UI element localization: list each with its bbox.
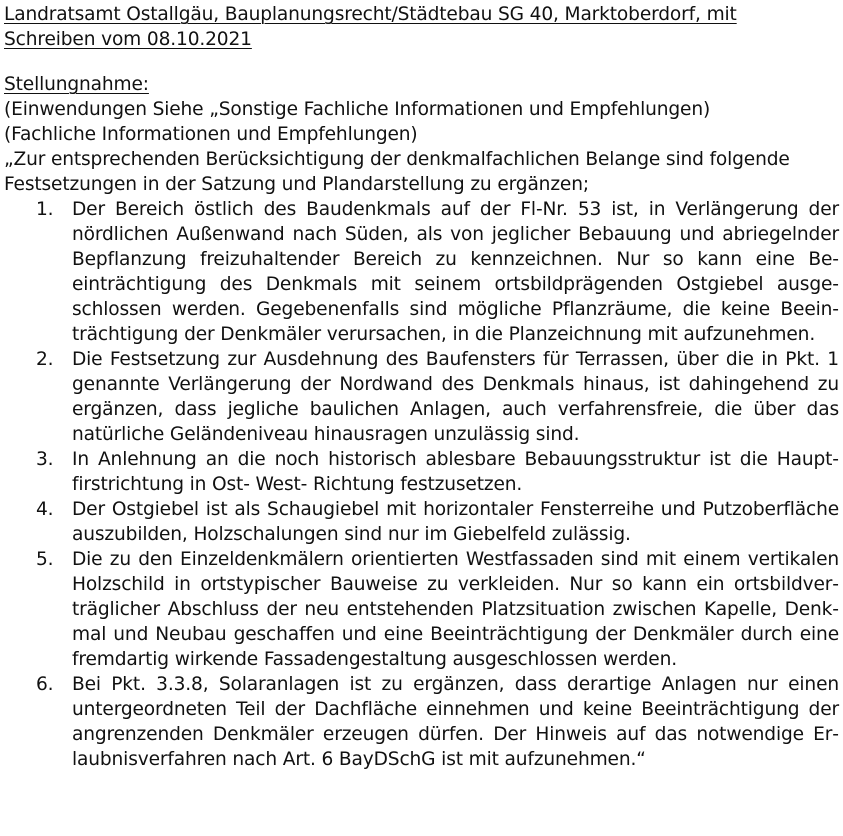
document-page [4, 2, 839, 772]
list-item [4, 497, 839, 547]
recommendation-note: (Fachliche Informationen und Empfehlungen) [4, 124, 418, 145]
list-item-number: 3. [36, 449, 54, 470]
intro-paragraph: „Zur entsprechenden Berücksichtigung der denkmalfachlichen Belange sind folgende Festsetzungen in der Satzung und Plandarstellung zu ergänzen; [4, 149, 790, 195]
list-item-number: 2. [36, 349, 54, 370]
list-item [4, 447, 839, 497]
list-item-text: Der Bereich östlich des Baudenkmals auf der Fl-Nr. 53 ist, in Verlängerung der nördlichen Außenwand nach Süden, als von jeglicher Bebauung und abriegelnder Bepflanzung freizuhaltender Bereich zu kennzeichnen. Nur so kann eine Beeinträchtigung des Denkmals mit seinem ortsbildprägenden Ostgiebel ausgeschlossen werden. Gegebenenfalls sind mögliche Pflanzräume, die keine Beeinträchtigung der Denkmäler verursachen, in die Planzeichnung mit aufzunehmen. [72, 199, 839, 345]
document-heading: Landratsamt Ostallgäu, Bauplanungsrecht/Städtebau SG 40, Marktoberdorf, mit Schreiben vom 08.10.2021 [4, 4, 737, 50]
list-item [4, 197, 839, 347]
requirements-list [4, 197, 839, 772]
list-item-number: 1. [36, 199, 54, 220]
list-item [4, 672, 839, 772]
objection-note: (Einwendungen Siehe „Sonstige Fachliche Informationen und Empfehlungen) [4, 99, 711, 120]
list-item-number: 5. [36, 549, 54, 570]
list-item [4, 347, 839, 447]
section-label: Stellungnahme: [4, 74, 149, 95]
list-item-text: In Anlehnung an die noch historisch ablesbare Bebauungsstruktur ist die Hauptfirstrichtung in Ost- West- Richtung festzusetzen. [72, 449, 839, 495]
list-item-number: 6. [36, 674, 54, 695]
list-item-number: 4. [36, 499, 54, 520]
list-item-text: Der Ostgiebel ist als Schaugiebel mit horizontaler Fensterreihe und Putzoberfläche auszubilden, Holzschalungen sind nur im Giebelfeld zulässig. [72, 499, 839, 545]
list-item-text: Die Festsetzung zur Ausdehnung des Baufensters für Terrassen, über die in Pkt. 1 genannte Verlängerung der Nordwand des Denkmals hinaus, ist dahingehend zu ergänzen, dass jegliche baulichen Anlagen, auch verfahrensfreie, die über das natürliche Geländeniveau hinausragen unzulässig sind. [72, 349, 839, 445]
list-item [4, 547, 839, 672]
list-item-text: Die zu den Einzeldenkmälern orientierten Westfassaden sind mit einem vertikalen Holzschild in ortstypischer Bauweise zu verkleiden. Nur so kann ein ortsbildverträglicher Abschluss der neu entstehenden Platzsituation zwischen Kapelle, Denkmal und Neubau geschaffen und eine Beeinträchtigung der Denkmäler durch eine fremdartig wirkende Fassadengestaltung ausgeschlossen werden. [72, 549, 839, 670]
heading-spacer [4, 52, 839, 72]
list-item-text: Bei Pkt. 3.3.8, Solaranlagen ist zu ergänzen, dass derartige Anlagen nur einen untergeordneten Teil der Dachfläche einnehmen und keine Beeinträchtigung der angrenzenden Denkmäler erzeugen dürfen. Der Hinweis auf das notwendige Erlaubnisverfahren nach Art. 6 BayDSchG ist mit aufzunehmen.“ [72, 674, 839, 770]
